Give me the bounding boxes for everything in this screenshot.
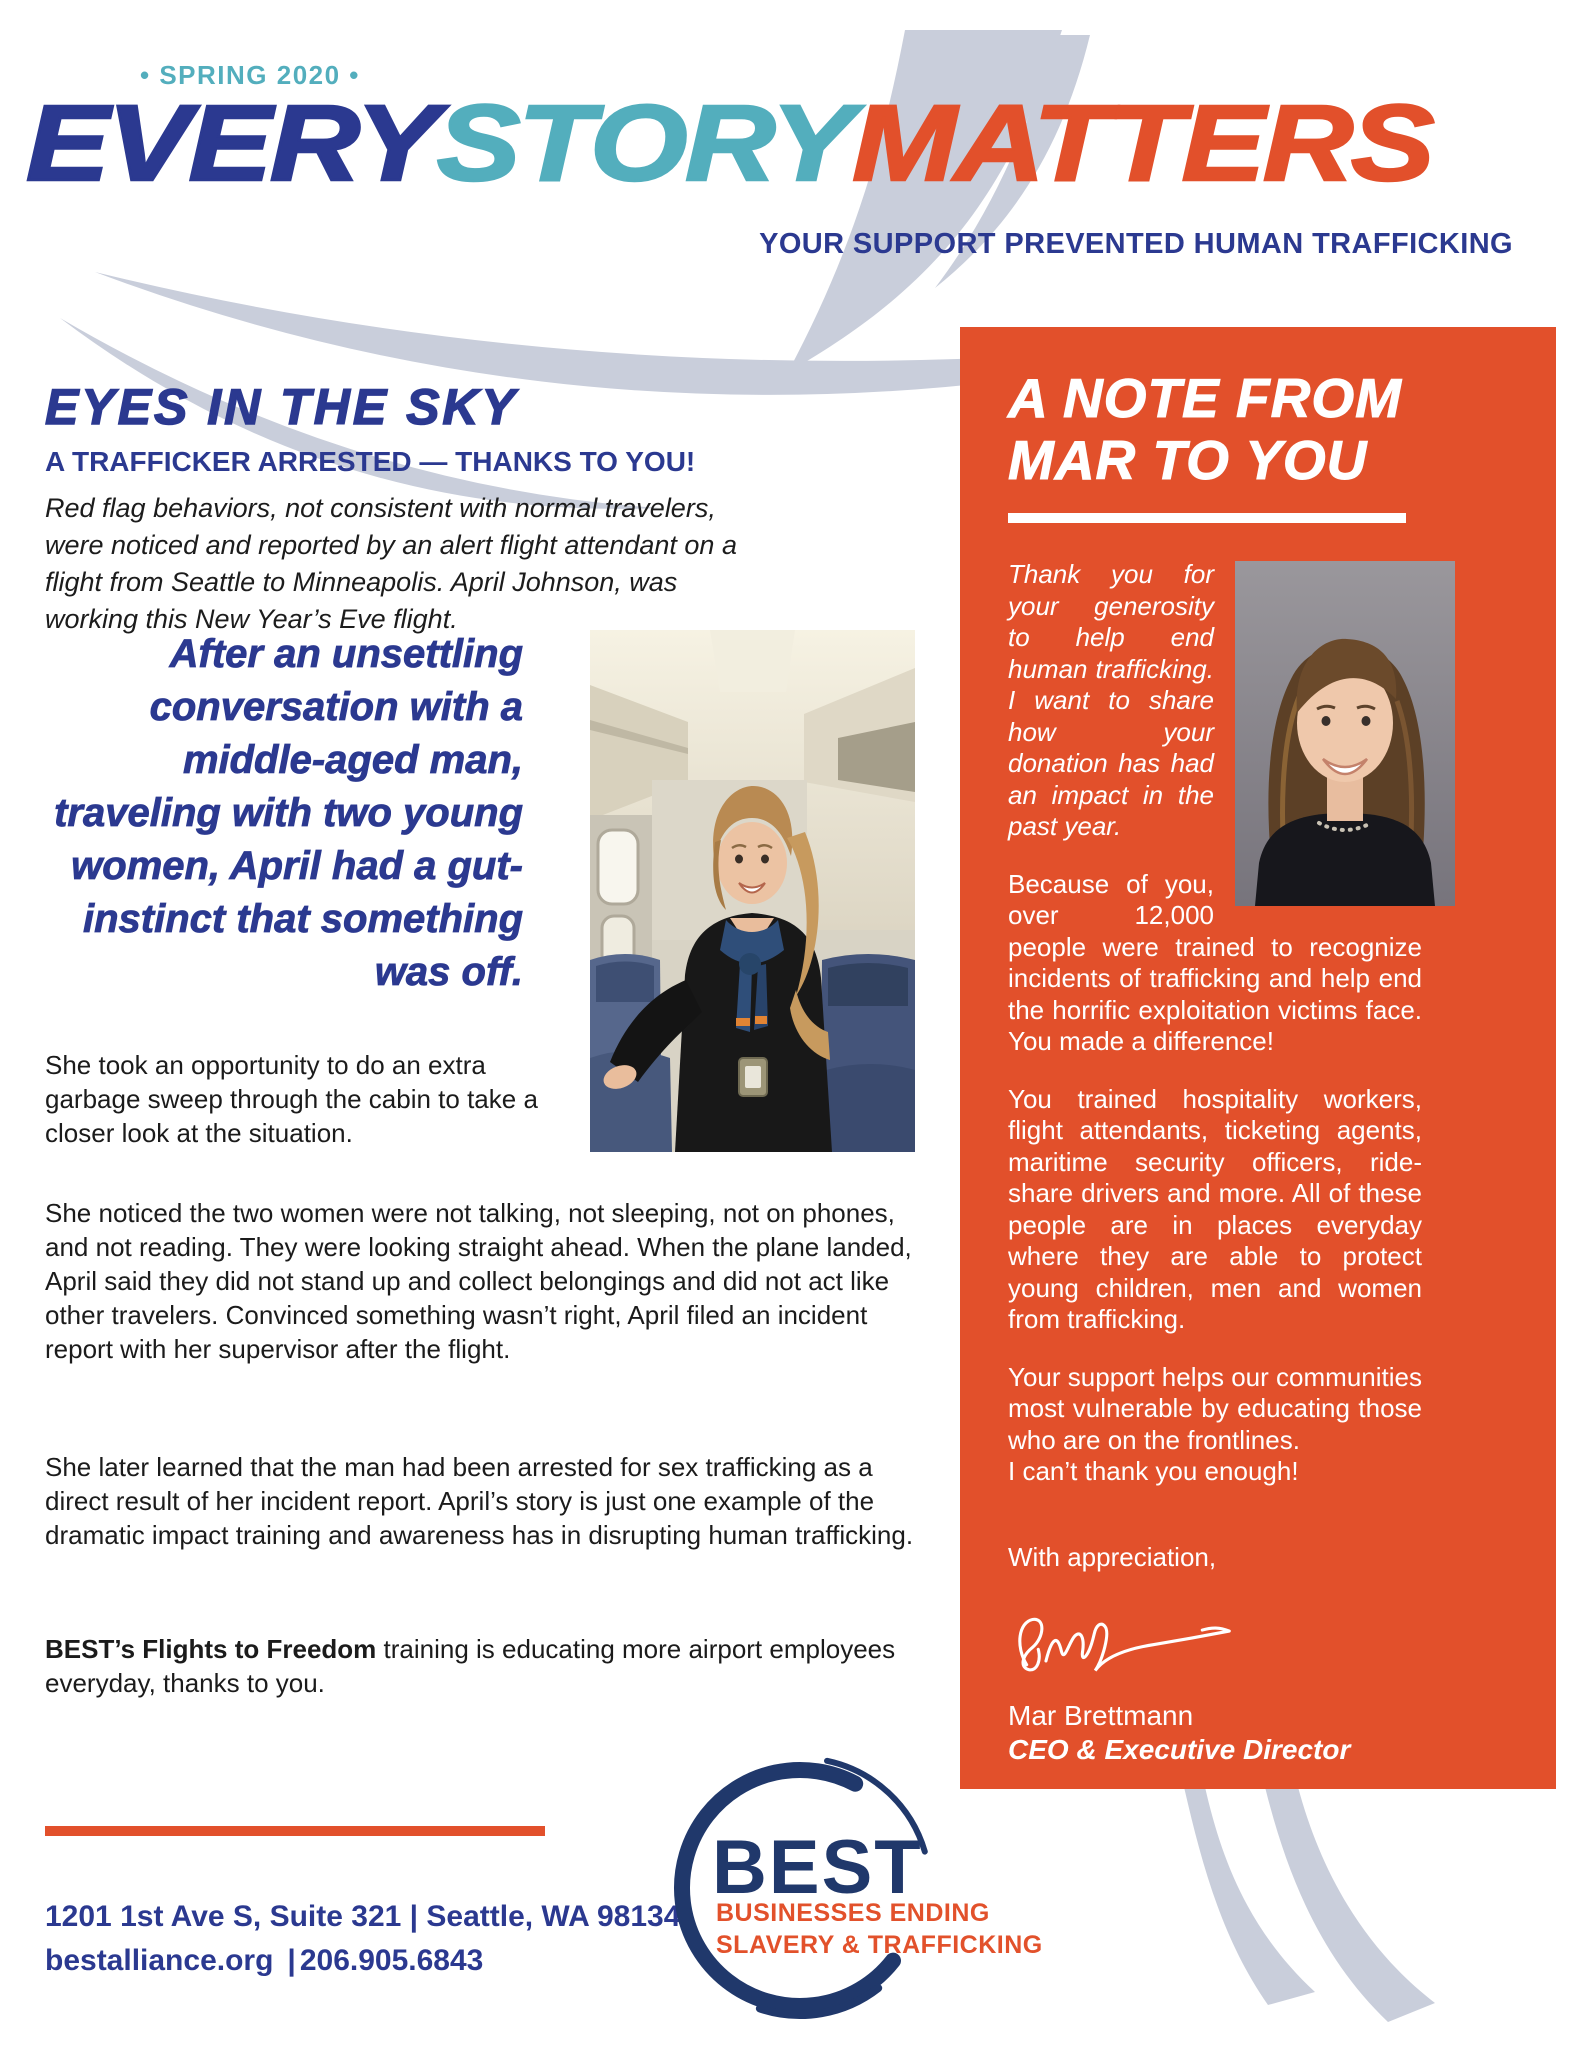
flight-attendant-photo [590,630,915,1152]
masthead-subtitle: YOUR SUPPORT PREVENTED HUMAN TRAFFICKING [759,228,1513,260]
footer-website: bestalliance.org [45,1944,274,1977]
note-support-line2: I can’t thank you enough! [1008,1456,1299,1486]
signer-name: Mar Brettmann [1008,1699,1194,1731]
footer-divider [45,1826,545,1836]
title-word-every: EVERY [26,82,437,203]
note-title-line1: A NOTE FROM [1008,367,1402,429]
note-title-line2: MAR TO YOU [1008,429,1368,491]
footer-separator: | [287,1944,296,1977]
note-from-mar-panel [960,327,1556,1789]
note-paragraph-impact: Because of you, over 12,000 people were trained to recognize incidents of trafficking and help end the horrific exploitation victims face. You made a difference! [1008,868,1422,1056]
issue-date: • SPRING 2020 • [140,60,360,90]
best-logo-tagline-line1: BUSINESSES ENDING [716,1899,990,1927]
article-paragraph: She took an opportunity to do an extra garbage sweep through the cabin to take a closer look at the situation. [45,1050,538,1148]
article-closing-bold: BEST’s Flights to Freedom [45,1634,377,1664]
article-paragraph: She noticed the two women were not talking, not sleeping, not on phones, and not reading. They were looking straight ahead. When the plane landed, April said they did not stand up and collect belongings and did not act like other travelers. Convinced something wasn’t right, April filed an incident report with her supervisor after the flight. [45,1198,912,1364]
article-closing-rest: training is educating more airport employees everyday, thanks to you. [45,1634,896,1698]
article-subheading: A TRAFFICKER ARRESTED — THANKS TO YOU! [45,446,696,477]
title-word-matters: MATTERS [852,82,1433,203]
mar-brettmann-photo [1234,561,1456,906]
note-body [1008,559,1422,1767]
note-title-underline [1008,513,1406,523]
jet-trail-swoosh-bottom-graphic [1150,1787,1470,2037]
note-valediction: With appreciation, [1008,1541,1217,1572]
pull-quote: After an unsettling conversation with a middle-aged man, traveling with two young women, April had a gut-instinct that something was off. [54,632,523,994]
article-closing [45,1632,925,1700]
best-logo-tagline-line2: SLAVERY & TRAFFICKING [716,1931,1043,1959]
title-word-story: STORY [436,82,853,203]
footer-address: 1201 1st Ave S, Suite 321 | Seattle, WA 98134 [45,1900,681,1933]
note-title [1008,367,1402,491]
note-paragraph-support [1008,1362,1422,1488]
newsletter-title [26,82,1433,203]
best-logo-acronym: BEST [712,1825,923,1910]
signature [1008,1605,1246,1687]
note-paragraph-trained: You trained hospitality workers, flight attendants, ticketing agents, maritime security officers, ride-share drivers and more. All of these people are in places everyday where they are able to protect young children, men and women from trafficking. [1008,1083,1422,1334]
article-intro: Red flag behaviors, not consistent with normal travelers, were noticed and reported by an alert flight attendant on a flight from Seattle to Minneapolis. April Johnson, was working this New Year’s Eve flight. [45,493,737,634]
note-support-line1: Your support helps our communities most vulnerable by educating those who are on the frontlines. [1008,1361,1422,1455]
article-paragraph: She later learned that the man had been arrested for sex trafficking as a direct result of her incident report. April’s story is just one example of the dramatic impact training and awareness has in disrupting human trafficking. [45,1452,914,1550]
footer-phone: 206.905.6843 [299,1944,484,1977]
note-paragraph-intro: Thank you for your generosity to help end human trafficking. I want to share how your donation has had an impact in the past year. [1008,559,1214,841]
signer-role: CEO & Executive Director [1008,1733,1351,1765]
footer-contact [45,1944,483,1978]
article-heading: EYES IN THE SKY [45,379,518,435]
